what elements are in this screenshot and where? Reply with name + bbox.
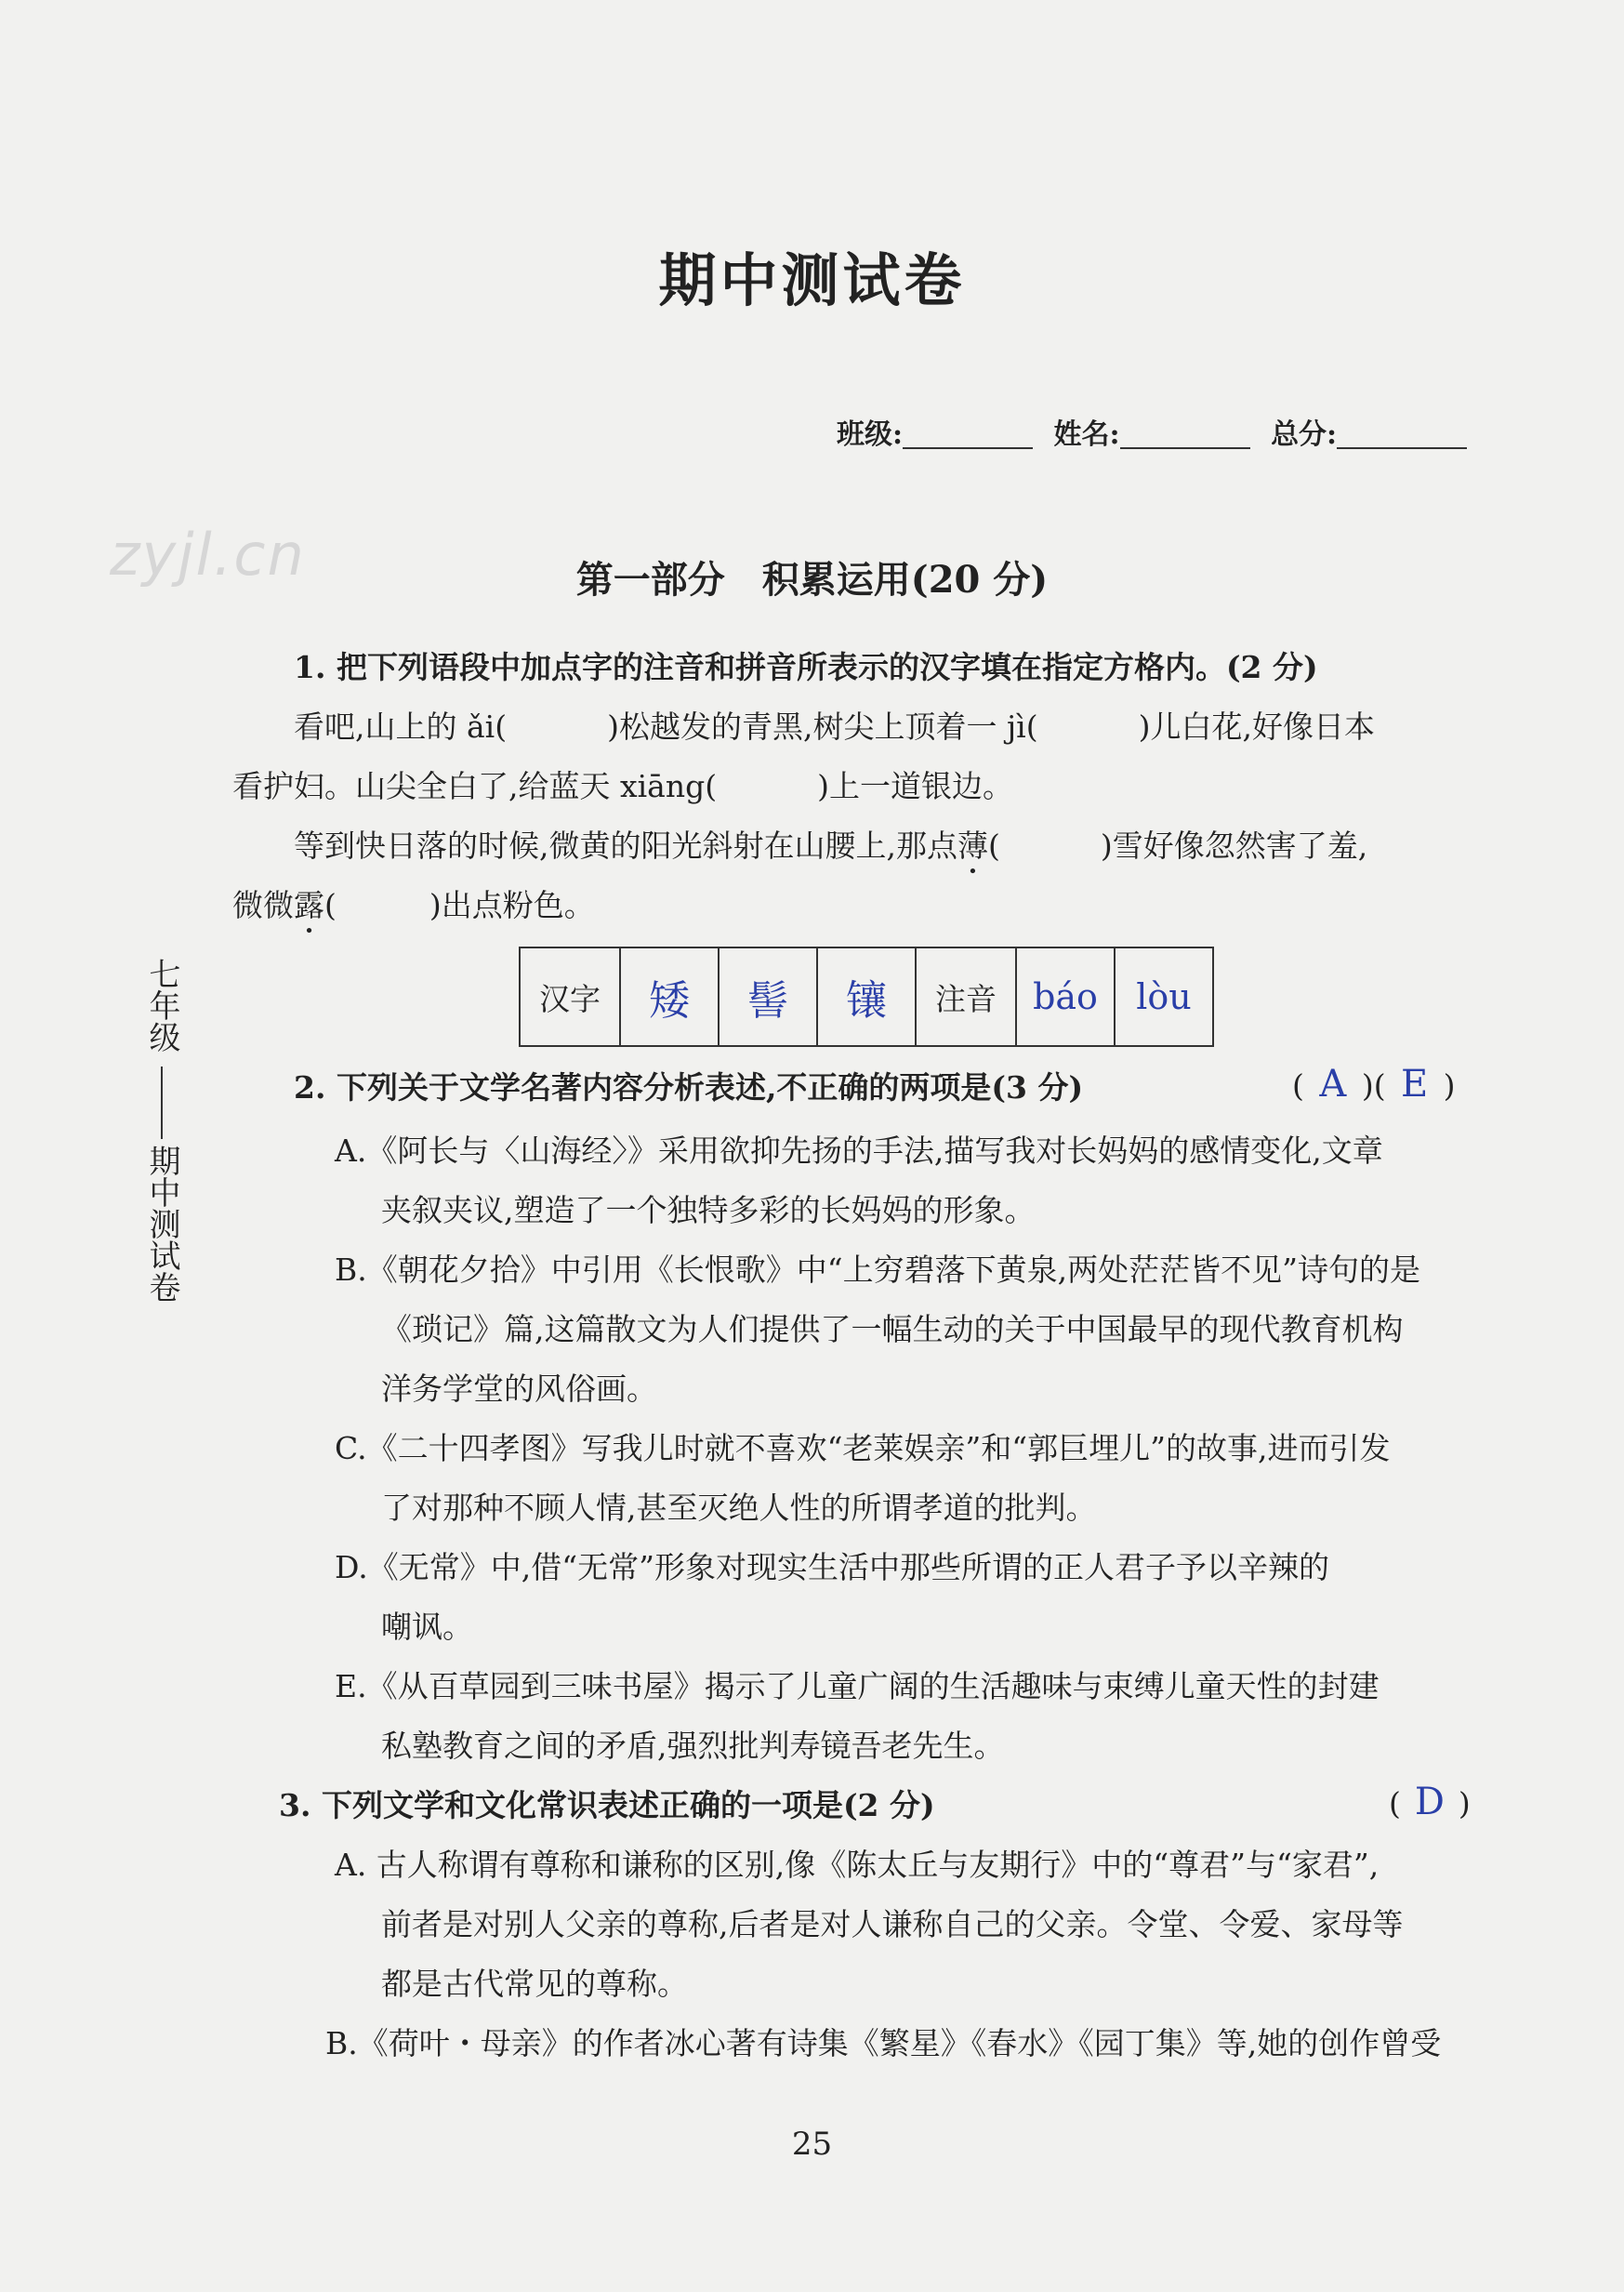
q2-option-c-line: C.《二十四孝图》写我儿时就不喜欢“老莱娱亲”和“郭巨埋儿”的故事,进而引发 [335, 1430, 1391, 1466]
name-label: 姓名: [1053, 418, 1120, 451]
score-blank[interactable] [1337, 421, 1467, 449]
q2-answer-slot: ( A )( E ) [1292, 1063, 1456, 1106]
dotted-char: 薄 [957, 828, 988, 864]
q2-option-c-line: 了对那种不顾人情,甚至灭绝人性的所谓孝道的批判。 [381, 1490, 1097, 1526]
q1-text: ( [324, 887, 337, 923]
section-title: 第一部分 积累运用(20 分) [575, 558, 1049, 602]
q3-option-a-line: 前者是对别人父亲的尊称,后者是对人谦称自己的父亲。令堂、令爱、家母等 [381, 1906, 1404, 1942]
q2-option-d-line: D.《无常》中,借“无常”形象对现实生活中那些所谓的正人君子予以辛辣的 [335, 1549, 1330, 1585]
q2-option-a-line: A.《阿长与〈山海经〉》采用欲抑先扬的手法,描写我对长妈妈的感情变化,文章 [335, 1133, 1383, 1169]
q1-text: 微微 [232, 887, 294, 923]
q1-text: ( [987, 828, 1000, 864]
q3-answer-slot: ( D ) [1389, 1781, 1471, 1823]
side-divider [161, 1067, 163, 1139]
hanzi-label: 汉字 [520, 947, 620, 1046]
watermark: zyjl.cn [110, 521, 306, 589]
q2-stem: 2. 下列关于文学名著内容分析表述,不正确的两项是(3 分) [294, 1069, 1084, 1106]
q2-answer[interactable]: E [1401, 1063, 1429, 1106]
side-label [139, 958, 184, 1311]
q1-text: 等到快日落的时候,微黄的阳光斜射在山腰上,那点 [294, 828, 957, 864]
pinyin-answer[interactable]: báo [1016, 947, 1115, 1046]
q2-option-e-line: 私塾教育之间的矛盾,强烈批判寿镜吾老先生。 [381, 1728, 1005, 1764]
page-number: 25 [791, 2126, 833, 2163]
q1-passage-line-3 [294, 828, 1367, 865]
side-test: 期中测试卷 [143, 1145, 180, 1303]
score-label: 总分: [1271, 418, 1338, 451]
q1-text: )儿白花,好像日本 [1138, 709, 1375, 745]
q2-option-d-line: 嘲讽。 [381, 1609, 473, 1645]
page-title: 期中测试卷 [658, 246, 966, 314]
answer-table [519, 947, 1214, 1047]
pinyin-answer[interactable]: lòu [1115, 947, 1213, 1046]
student-info-row [837, 411, 1478, 452]
q1-passage-line-1 [294, 709, 1375, 746]
q1-stem: 1. 把下列语段中加点字的注音和拼音所表示的汉字填在指定方格内。(2 分) [294, 649, 1318, 685]
name-blank[interactable] [1120, 421, 1250, 449]
q2-option-e-line: E.《从百草园到三味书屋》揭示了儿童广阔的生活趣味与束缚儿童天性的封建 [335, 1668, 1380, 1704]
q1-text: )松越发的青黑,树尖上顶着一 jì( [607, 709, 1038, 745]
q1-passage-line-4 [232, 887, 595, 924]
q1-text: )上一道银边。 [817, 768, 1013, 804]
q2-answer[interactable]: A [1319, 1063, 1347, 1106]
q1-text: 看护妇。山尖全白了,给蓝天 xiāng( [232, 768, 718, 804]
pinyin-label: 注音 [916, 947, 1016, 1046]
q1-text: 看吧,山上的 ǎi( [294, 709, 508, 745]
side-grade: 七年级 [143, 958, 180, 1053]
class-label: 班级: [837, 418, 904, 451]
hanzi-answer[interactable]: 镶 [817, 947, 916, 1046]
q2-option-b-line: 洋务学堂的风俗画。 [381, 1371, 657, 1407]
q3-stem: 3. 下列文学和文化常识表述正确的一项是(2 分) [279, 1787, 935, 1823]
q1-text: )出点粉色。 [429, 887, 595, 923]
q1-passage-line-2 [232, 768, 1013, 805]
dotted-char: 露 [294, 887, 324, 923]
hanzi-answer[interactable]: 矮 [620, 947, 719, 1046]
class-blank[interactable] [903, 421, 1033, 449]
q3-option-a-line: 都是古代常见的尊称。 [381, 1966, 688, 2002]
q1-text: )雪好像忽然害了羞, [1100, 828, 1368, 864]
q3-answer[interactable]: D [1414, 1781, 1445, 1823]
hanzi-answer[interactable]: 髻 [719, 947, 817, 1046]
q2-option-b-line: 《琐记》篇,这篇散文为人们提供了一幅生动的关于中国最早的现代教育机构 [381, 1311, 1404, 1347]
q3-option-b-line: B.《荷叶・母亲》的作者冰心著有诗集《繁星》《春水》《园丁集》等,她的创作曾受 [325, 2025, 1442, 2061]
q3-option-a-line: A. 古人称谓有尊称和谦称的区别,像《陈太丘与友期行》中的“尊君”与“家君”, [335, 1847, 1380, 1883]
q2-option-b-line: B.《朝花夕拾》中引用《长恨歌》中“上穷碧落下黄泉,两处茫茫皆不见”诗句的是 [335, 1252, 1420, 1288]
q2-option-a-line: 夹叙夹议,塑造了一个独特多彩的长妈妈的形象。 [381, 1192, 1036, 1228]
